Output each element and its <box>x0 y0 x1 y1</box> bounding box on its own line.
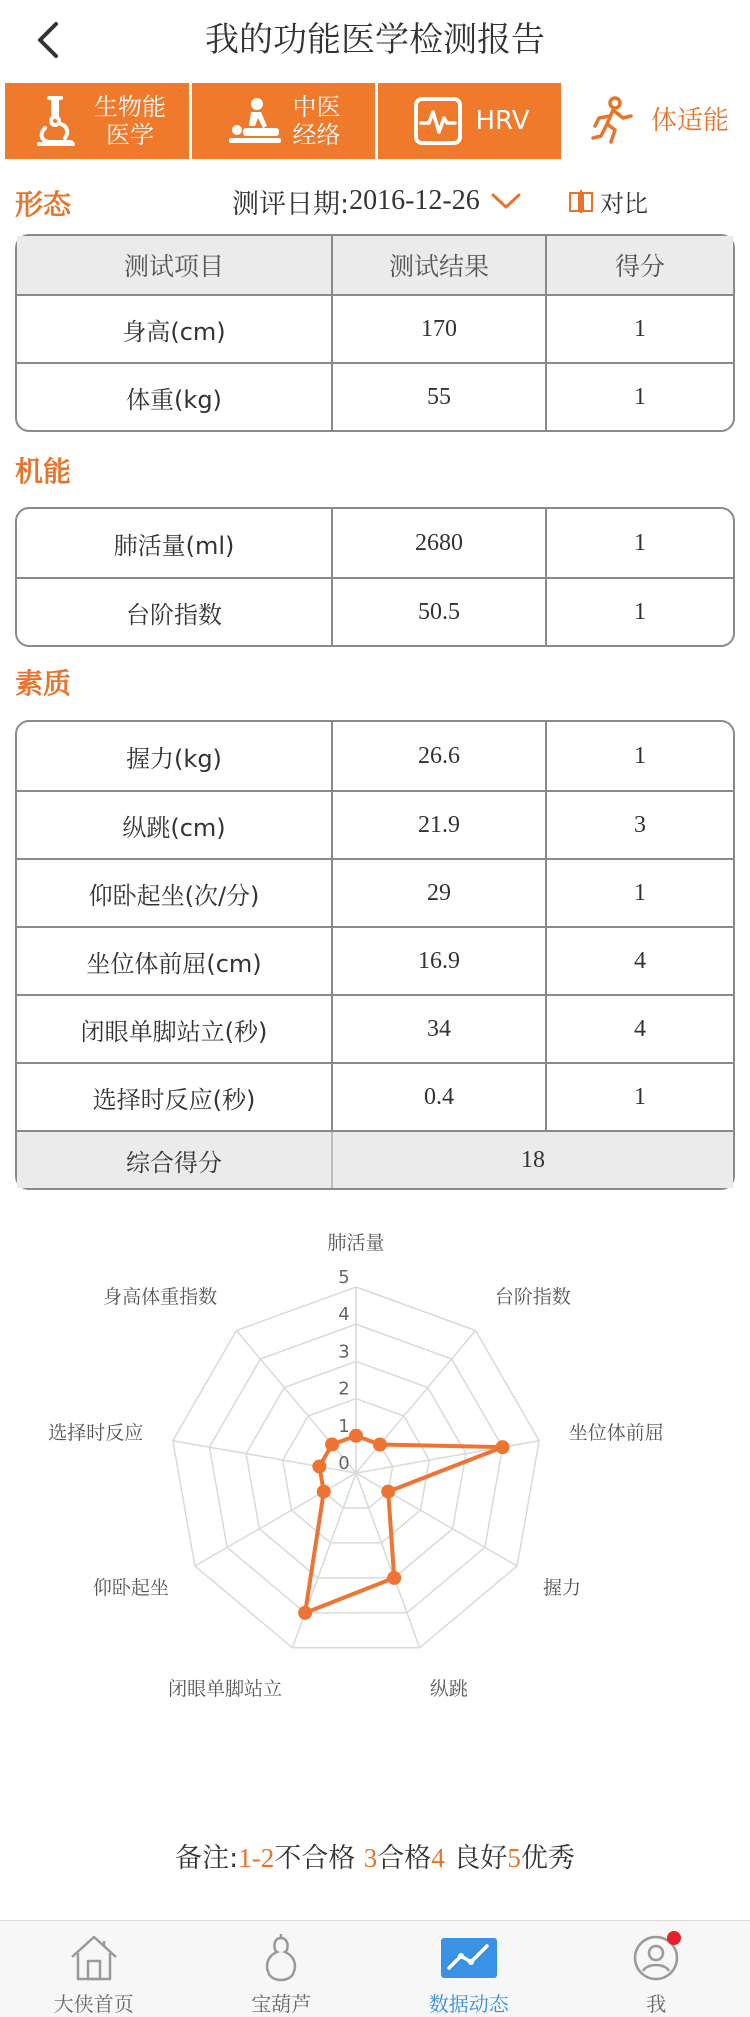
row-item: 台阶指数 <box>17 579 333 645</box>
nav-label: 大侠首页 <box>53 1992 134 2016</box>
row-item: 闭眼单脚站立(秒) <box>17 996 333 1062</box>
radar-tick-label: 5 <box>338 1267 350 1288</box>
radar-data-point <box>317 1485 331 1499</box>
radar-tick-label: 4 <box>338 1304 350 1326</box>
running-icon <box>585 93 641 149</box>
radar-tick-label: 0 <box>338 1453 350 1474</box>
row-score: 1 <box>634 1083 646 1110</box>
notification-dot <box>667 1931 681 1945</box>
radar-spoke <box>195 1473 356 1566</box>
table-row <box>17 790 733 858</box>
score-legend-note <box>0 1836 750 1875</box>
row-result: 16.9 <box>333 928 547 994</box>
row-result: 34 <box>333 996 547 1062</box>
nav-label: 宝葫芦 <box>251 1992 312 2016</box>
radar-axis-label: 握力 <box>543 1577 582 1599</box>
morphology-table <box>15 234 735 432</box>
row-result: 29 <box>333 860 547 926</box>
header <box>0 0 750 80</box>
radar-data-point <box>381 1485 395 1499</box>
row-score: 3 <box>634 811 646 838</box>
radar-data-point <box>349 1429 363 1443</box>
nav-item-data-trends[interactable] <box>375 1921 563 2017</box>
radar-spoke <box>356 1473 517 1566</box>
compare-button[interactable] <box>568 181 648 221</box>
row-score: 1 <box>634 529 646 556</box>
table-header-row <box>17 236 733 294</box>
row-item: 握力(kg) <box>17 722 333 790</box>
table-row <box>17 722 733 790</box>
row-score: 1 <box>634 383 646 410</box>
table-row <box>17 926 733 994</box>
section-title-morphology: 形态 <box>15 188 72 221</box>
function-table <box>15 507 735 647</box>
total-label: 综合得分 <box>17 1132 333 1188</box>
note-range-pass: 3 <box>363 1843 378 1873</box>
nav-item-home[interactable] <box>0 1921 188 2017</box>
total-score-row <box>17 1130 733 1188</box>
radar-axis-label: 肺活量 <box>327 1232 385 1254</box>
row-item: 仰卧起坐(次/分) <box>17 860 333 926</box>
tab-physical-fitness[interactable] <box>564 83 750 159</box>
row-item: 选择时反应(秒) <box>17 1064 333 1130</box>
table-row <box>17 1062 733 1130</box>
note-text-excellent: 优秀 <box>520 1843 575 1874</box>
row-result: 50.5 <box>333 579 547 645</box>
radar-data-point <box>298 1606 312 1620</box>
row-result: 21.9 <box>333 792 547 858</box>
table-row <box>17 294 733 362</box>
tab-label-line2: 经络 <box>292 121 341 149</box>
row-result: 2680 <box>333 509 547 577</box>
row-result: 170 <box>333 296 547 362</box>
row-item: 纵跳(cm) <box>17 792 333 858</box>
radar-data-point <box>312 1460 326 1474</box>
note-range-good: 4 <box>431 1843 445 1873</box>
header-item: 测试项目 <box>17 236 333 294</box>
microscope-icon <box>28 93 84 149</box>
radar-axis-label: 选择时反应 <box>48 1422 144 1445</box>
tab-hrv[interactable] <box>378 83 561 159</box>
row-score: 1 <box>634 598 646 625</box>
row-score: 1 <box>634 879 646 906</box>
row-score: 4 <box>634 1015 646 1042</box>
radar-axis-label: 纵跳 <box>429 1678 468 1701</box>
radar-axis-label: 台阶指数 <box>494 1285 571 1308</box>
compare-label: 对比 <box>600 189 648 218</box>
table-row <box>17 994 733 1062</box>
nav-label: 数据动态 <box>428 1992 509 2016</box>
note-text-pass: 合格 <box>377 1843 432 1874</box>
note-prefix: 备注: <box>175 1843 239 1874</box>
radar-data-point <box>325 1438 339 1452</box>
page-title: 我的功能医学检测报告 <box>205 20 545 60</box>
tab-label-line2: 医学 <box>106 121 154 149</box>
nav-label: 我 <box>646 1992 667 2016</box>
row-score: 4 <box>634 947 646 974</box>
chevron-down-icon <box>490 191 522 211</box>
radar-spoke <box>356 1331 476 1473</box>
note-text-fail: 不合格 <box>274 1843 364 1874</box>
row-item: 身高(cm) <box>17 296 333 362</box>
radar-data-point <box>373 1438 387 1452</box>
table-row <box>17 509 733 577</box>
date-selector[interactable] <box>232 181 522 221</box>
note-range-fail: 1-2 <box>238 1843 275 1873</box>
tab-label-line1: HRV <box>475 106 530 136</box>
row-result: 55 <box>333 364 547 430</box>
radar-tick-label: 2 <box>338 1378 350 1400</box>
row-result: 26.6 <box>333 722 547 790</box>
note-range-excellent: 5 <box>507 1843 521 1873</box>
date-value: 2016-12-26 <box>349 185 480 216</box>
quality-table <box>15 720 735 1190</box>
tab-label-line1: 生物能 <box>94 93 166 121</box>
row-item: 肺活量(ml) <box>17 509 333 577</box>
section-title-quality: 素质 <box>15 667 72 700</box>
note-text-good: 良好 <box>444 1843 508 1874</box>
date-label: 测评日期: <box>232 188 350 220</box>
radar-tick-label: 3 <box>338 1341 350 1363</box>
row-score: 1 <box>634 742 646 769</box>
radar-data-point <box>496 1440 510 1454</box>
row-item: 体重(kg) <box>17 364 333 430</box>
tab-bioenergy-medicine[interactable] <box>5 83 189 159</box>
radar-axis-label: 闭眼单脚站立 <box>168 1678 283 1701</box>
section-title-function: 机能 <box>15 455 72 488</box>
nav-item-me[interactable] <box>563 1921 750 2017</box>
header-score: 得分 <box>614 252 665 281</box>
home-icon <box>66 1931 122 1984</box>
category-tabs <box>5 83 750 159</box>
table-row <box>17 577 733 645</box>
radar-chart <box>0 1232 750 1735</box>
tab-tcm-meridian[interactable] <box>192 83 375 159</box>
radar-axis-label: 身高体重指数 <box>103 1285 218 1308</box>
radar-axis-label: 坐位体前屈 <box>568 1422 664 1445</box>
chart-icon <box>441 1931 497 1984</box>
massage-icon <box>227 93 283 149</box>
row-score: 1 <box>634 315 646 342</box>
compare-icon <box>568 188 594 214</box>
heart-rate-icon <box>410 93 466 149</box>
radar-data-point <box>387 1571 401 1585</box>
radar-tick-label: 1 <box>338 1415 350 1437</box>
tab-label-line1: 中医 <box>292 93 341 121</box>
row-result: 0.4 <box>333 1064 547 1130</box>
table-row <box>17 362 733 430</box>
radar-axis-label: 仰卧起坐 <box>92 1577 169 1599</box>
tab-label-line1: 体适能 <box>650 106 729 136</box>
row-item: 坐位体前屈(cm) <box>17 928 333 994</box>
total-value: 18 <box>521 1146 545 1173</box>
nav-item-gourd[interactable] <box>188 1921 376 2017</box>
bottom-navigation <box>0 1920 750 2017</box>
table-row <box>17 858 733 926</box>
gourd-icon <box>253 1931 309 1984</box>
header-result: 测试结果 <box>333 236 547 294</box>
